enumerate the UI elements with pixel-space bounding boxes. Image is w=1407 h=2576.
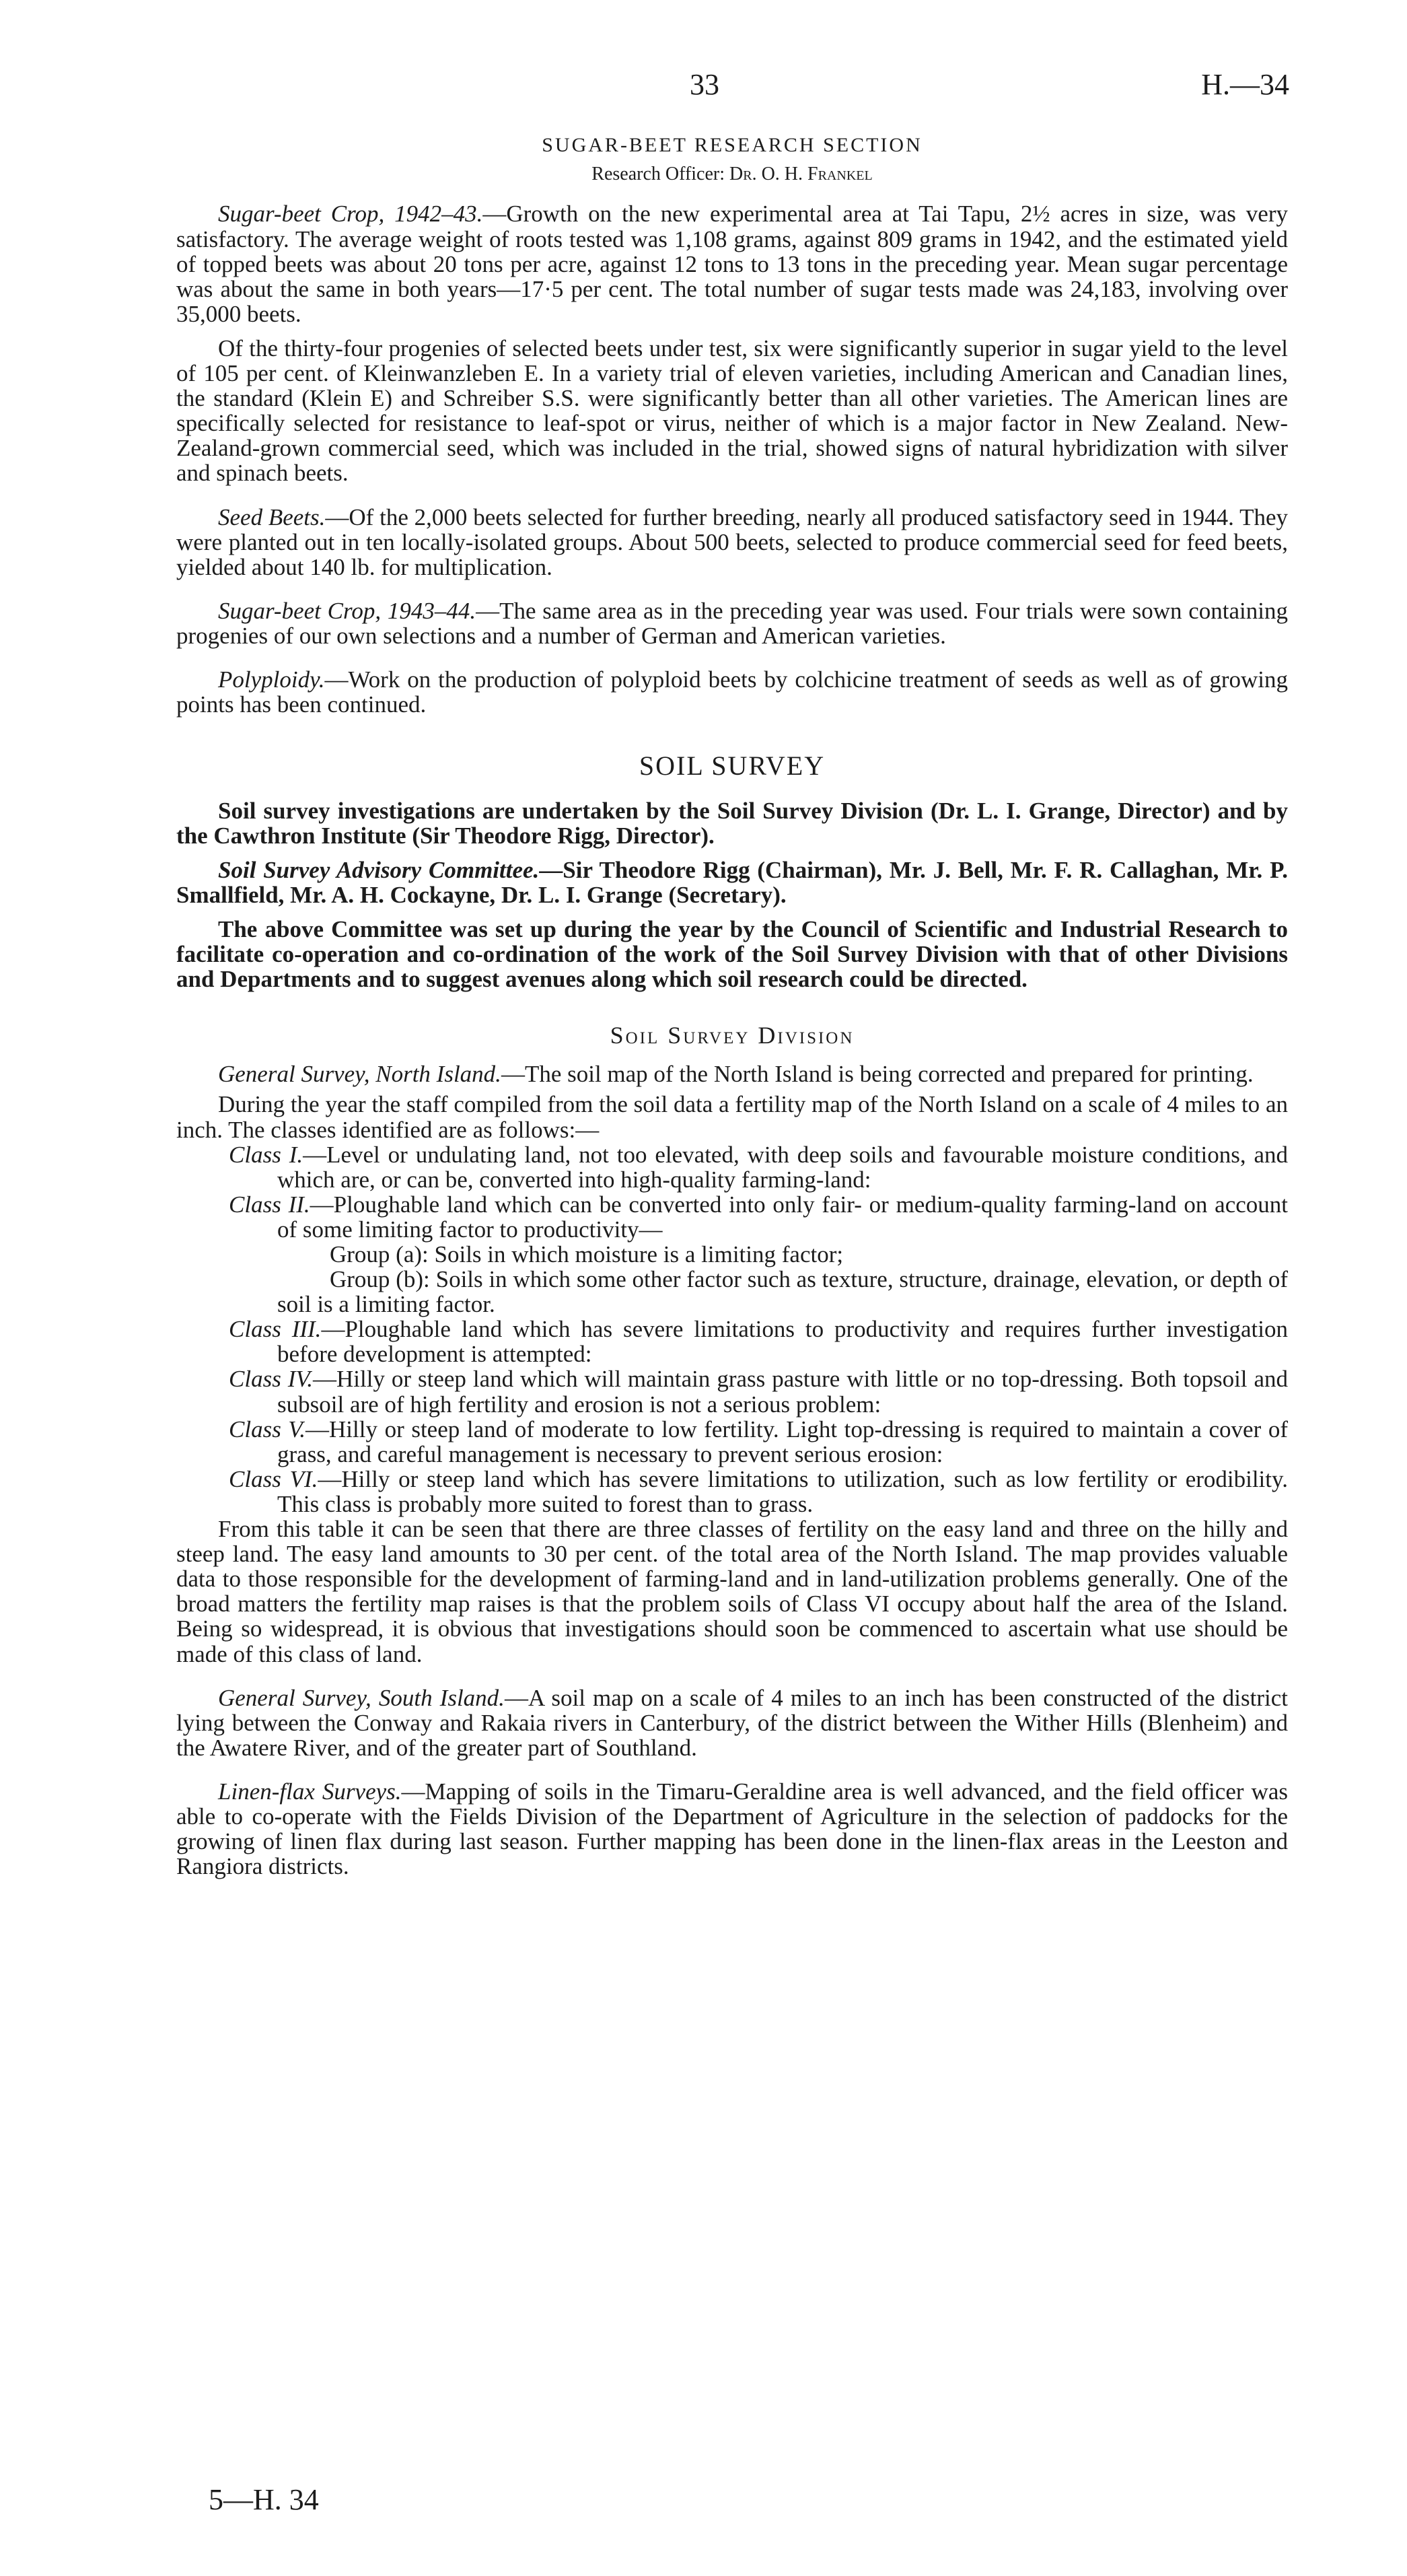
run-in-heading: General Survey, North Island. — [218, 1061, 501, 1088]
paragraph-sugar-beet-crop-1943 — [176, 598, 1288, 648]
class-label: Class I. — [229, 1141, 303, 1168]
run-in-heading: Sugar-beet Crop, 1942–43. — [218, 201, 483, 228]
paragraph-polyploidy — [176, 667, 1288, 717]
paragraph-linen-flax — [176, 1779, 1288, 1879]
paragraph-fertility-summary: From this table it can be seen that there are three classes of fertility on the easy land and three on the hilly and steep land. The easy land amounts to 30 per cent. of the total area of the North Island. The map provides valuable data to those responsible for the development of farming-land and in land-utilization problems generally. One of the broad matters the fertility map raises is that the problem soils of Class VI occupy about half the area of the Island. Being so widespread, it is obvious that investigations should soon be commenced to ascertain what use should be made of this class of land. — [176, 1516, 1288, 1667]
paragraph-general-survey-north — [176, 1061, 1288, 1086]
paragraph-text: —The soil map of the North Island is being corrected and prepared for printing. — [501, 1061, 1254, 1088]
paragraph-progenies: Of the thirty-four progenies of selected beets under test, six were significantly superior in sugar yield to the level of 105 per cent. of Kleinwanzleben E. In a variety trial of eleven varieties, including American and Canadian lines, the standard (Klein E) and Schreiber S.S. were significantly better than all other varieties. The American lines are specifically selected for resistance to leaf-spot or virus, neither of which is a major factor in New Zealand. New-Zealand-grown commercial seed, which was included in the trial, showed signs of natural hybridization with silver and spinach beets. — [176, 335, 1288, 487]
paragraph-advisory-committee — [176, 858, 1288, 907]
run-in-heading: General Survey, South Island. — [218, 1684, 505, 1711]
class-text: —Hilly or steep land which has severe limitations to utilization, such as low fertility or erodibility. This class is probably more suited to forest than to grass. — [277, 1465, 1288, 1517]
paragraph-sugar-beet-crop-1942 — [176, 201, 1288, 326]
document-reference: H.—34 — [1201, 68, 1289, 101]
class-item — [176, 1366, 1288, 1416]
paragraph-text: —Work on the production of polyploid beets by colchicine treatment of seeds as well as of growing points has been continued. — [176, 666, 1288, 718]
class-text: —Ploughable land which can be converted into only fair- or medium-quality farming-land on account of some limiting factor to productivity— — [277, 1191, 1289, 1243]
paragraph-soil-survey-intro: Soil survey investigations are undertaken by the Soil Survey Division (Dr. L. I. Grange, Director) and by the Cawthron Institute (Sir Theodore Rigg, Director). — [176, 797, 1288, 849]
class-label: Class III. — [229, 1316, 322, 1343]
paragraph-text: —Mapping of soils in the Timaru-Geraldine area is well advanced, and the field officer was able to co-operate with the Fields Division of the Department of Agriculture in the selection of paddocks for the growing of linen flax during last season. Further mapping has been done in the linen-flax areas in the Leeston and Rangiora districts. — [176, 1778, 1288, 1880]
class-text: —Hilly or steep land of moderate to low fertility. Light top-dressing is required to maintain a cover of grass, and careful management is necessary to prevent serious erosion: — [277, 1416, 1288, 1467]
research-officer-line — [176, 164, 1288, 184]
page-footer: 5—H. 34 — [209, 2483, 319, 2516]
research-officer-prefix: Research Officer: — [591, 163, 730, 184]
run-in-heading: Seed Beets. — [218, 503, 326, 530]
run-in-heading: Sugar-beet Crop, 1943–44. — [218, 597, 476, 624]
research-officer-name: Dr. O. H. Frankel — [729, 163, 873, 184]
class-text: —Hilly or steep land which will maintain grass pasture with little or no top-dressing. Both topsoil and subsoil are of high fertility and erosion is not a serious problem: — [277, 1366, 1288, 1418]
class-label: Class VI. — [229, 1465, 318, 1492]
class-item — [176, 1192, 1288, 1242]
soil-survey-division-heading: Soil Survey Division — [610, 1022, 855, 1049]
run-in-heading: Polyploidy. — [218, 666, 325, 693]
class-label: Class IV. — [229, 1366, 314, 1393]
paragraph-text: —The same area as in the preceding year was used. Four trials were sown containing progenies of our own selections and a number of German and American varieties. — [176, 597, 1288, 649]
paragraph-text: —Of the 2,000 beets selected for further breeding, nearly all produced satisfactory seed in 1944. They were planted out in ten locally-isolated groups. About 500 beets, selected to produce commercial seed for feed beets, yielded about 140 lb. for multiplication. — [176, 503, 1288, 580]
group-b-item: Group (b): Soils in which some other factor such as texture, structure, drainage, elevation, or depth of soil is a limiting factor. — [277, 1266, 1288, 1318]
run-in-heading: Soil Survey Advisory Committee. — [218, 856, 540, 883]
class-item — [176, 1467, 1288, 1517]
paragraph-text: —A soil map on a scale of 4 miles to an inch has been constructed of the district lying between the Conway and Rakaia rivers in Canterbury, of the district between the Wither Hills (Blenheim) and the Awatere River, and of the greater part of Southland. — [176, 1684, 1288, 1761]
paragraph-general-survey-south — [176, 1685, 1288, 1760]
run-in-heading: Linen-flax Surveys. — [218, 1778, 402, 1805]
class-item — [176, 1417, 1288, 1467]
paragraph-committee-purpose: The above Committee was set up during the year by the Council of Scientific and Industrial Research to facilitate co-operation and co-ordination of the work of the Soil Survey Division with that of other Divisions and Departments and to suggest avenues along which soil research could be directed. — [176, 915, 1288, 993]
class-text: —Level or undulating land, not too elevated, with deep soils and favourable moisture conditions, and which are, or can be, converted into high-quality farming-land: — [277, 1141, 1288, 1193]
group-a-item: Group (a): Soils in which moisture is a limiting factor; — [330, 1241, 844, 1268]
paragraph-text: —Growth on the new experimental area at Tai Tapu, 2½ acres in size, was very satisfactory. The average weight of roots tested was 1,108 grams, against 809 grams in 1942, and the estimated yield of topped beets was about 20 tons per acre, against 12 tons to 13 tons in the preceding year. Mean sugar percentage was about the same in both years—17·5 per cent. The total number of sugar tests made was 24,183, involving over 35,000 beets. — [176, 201, 1288, 327]
page-body — [176, 135, 1288, 1879]
paragraph-seed-beets — [176, 505, 1288, 580]
soil-survey-heading: SOIL SURVEY — [639, 751, 826, 781]
class-item — [176, 1142, 1288, 1192]
page-number: 33 — [690, 68, 719, 101]
paragraph-text: —Sir Theodore Rigg (Chairman), Mr. J. Bell, Mr. F. R. Callaghan, Mr. P. Smallfield, Mr. A. H. Cockayne, Dr. L. I. Grange (Secretary). — [176, 856, 1288, 908]
class-label: Class V. — [229, 1416, 306, 1442]
class-text: —Ploughable land which has severe limitations to productivity and requires further investigation before development is attempted: — [277, 1316, 1289, 1368]
class-item — [176, 1317, 1288, 1366]
sugar-beet-section-title: SUGAR-BEET RESEARCH SECTION — [542, 134, 923, 156]
page-header — [0, 67, 1407, 108]
class-label: Class II. — [229, 1191, 310, 1218]
paragraph-fertility-map: During the year the staff compiled from the soil data a fertility map of the North Island on a scale of 4 miles to an inch. The classes identified are as follows:— — [176, 1091, 1288, 1143]
